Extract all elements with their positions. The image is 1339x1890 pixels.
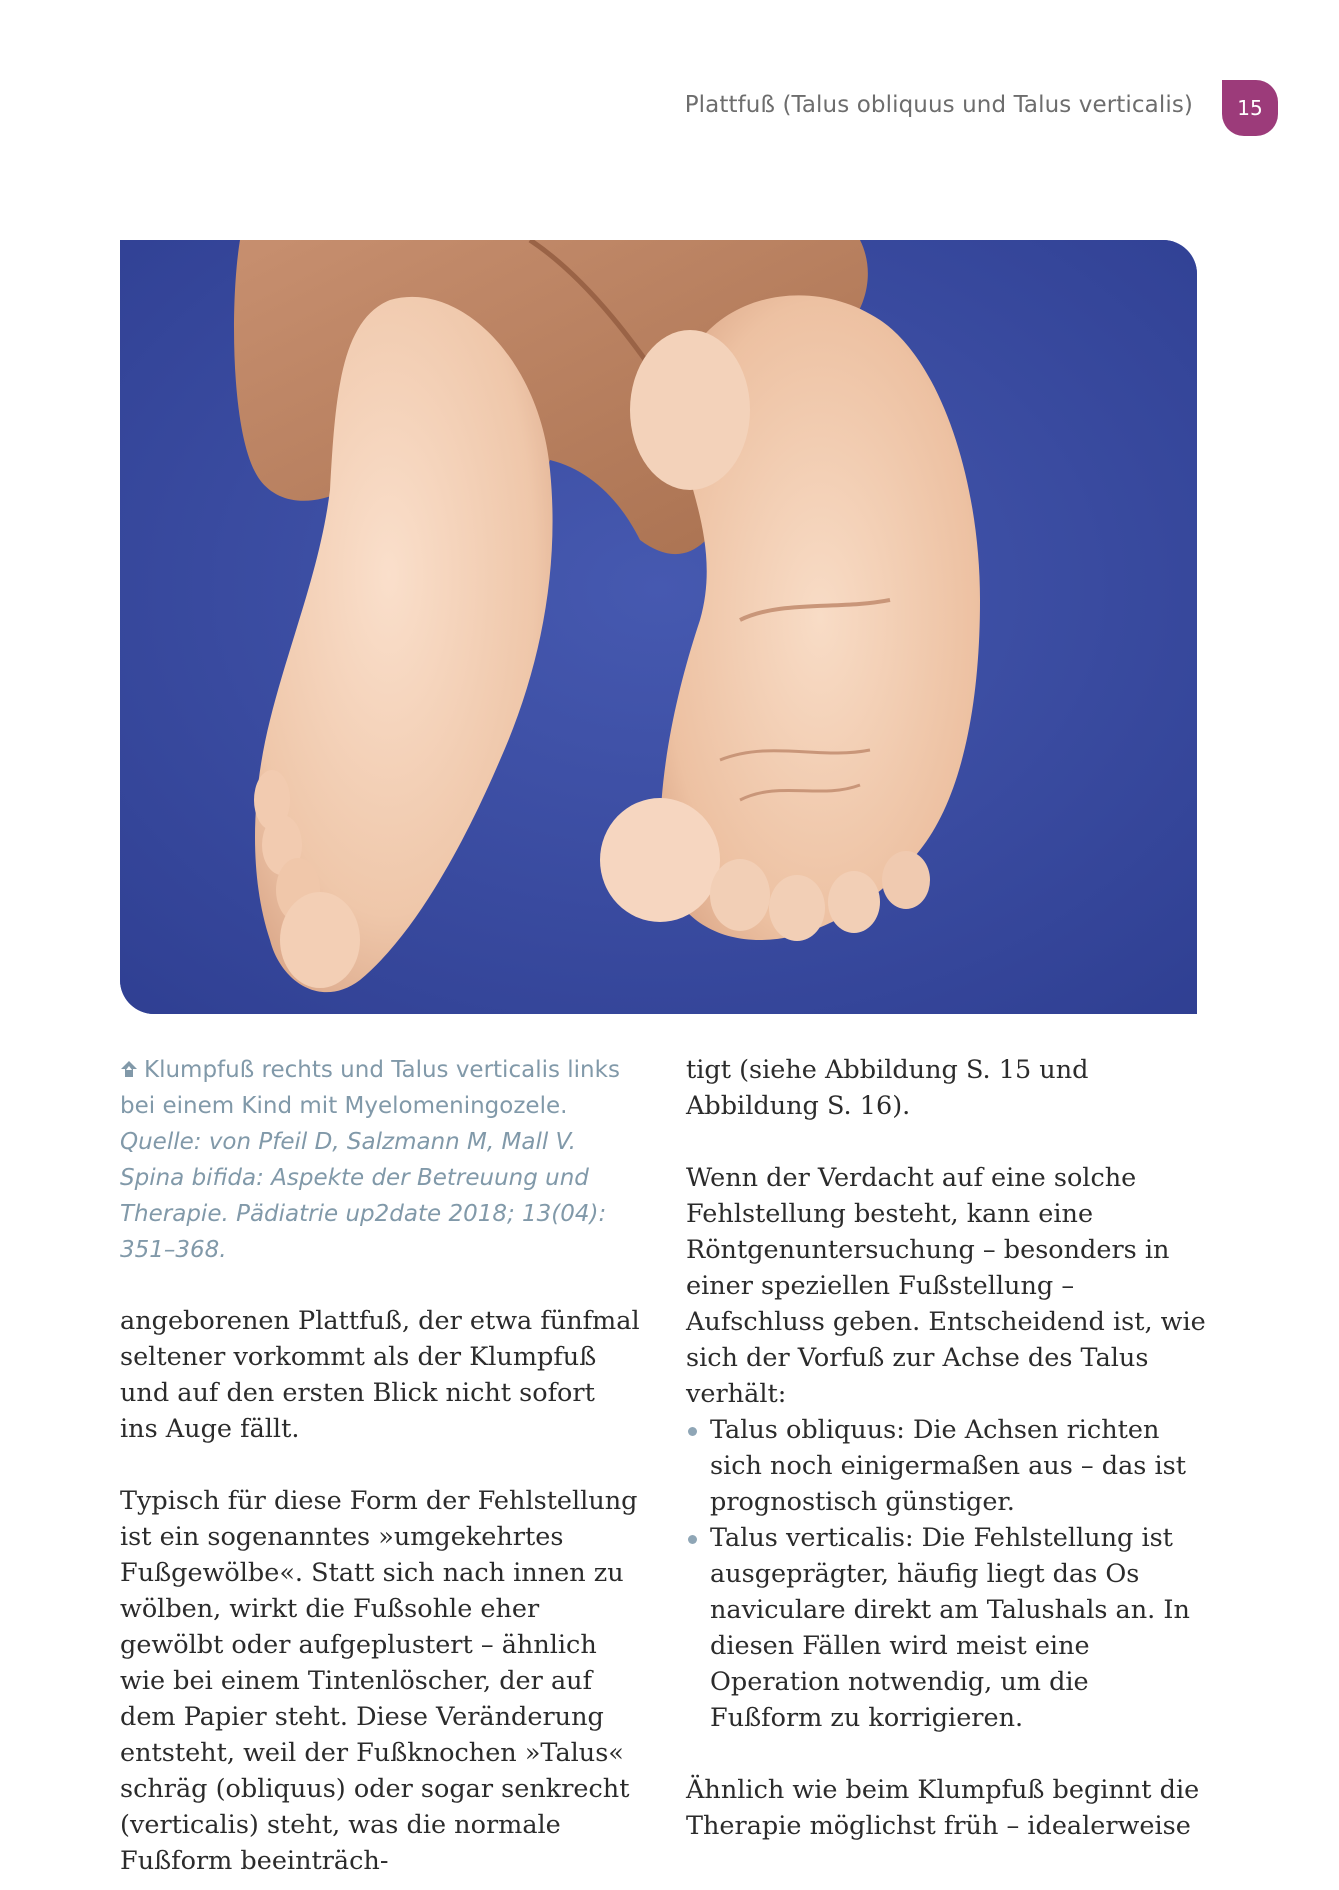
- left-column: [120, 1303, 640, 1879]
- figure-caption: [120, 1052, 640, 1268]
- running-title: Plattfuß (Talus obliquus und Talus verticalis): [684, 92, 1193, 118]
- talus-bullet-list: [686, 1412, 1206, 1736]
- right-column: [686, 1052, 1206, 1844]
- bullet-talus-obliquus: Talus obliquus: Die Achsen richten sich noch einigermaßen aus – das ist prognostisch günstiger.: [686, 1412, 1206, 1520]
- right-paragraph-3: Ähnlich wie beim Klumpfuß beginnt die Therapie möglichst früh – idealerweise: [686, 1775, 1200, 1841]
- feet-photo: [120, 240, 1197, 1014]
- feet-illustration: [120, 240, 1197, 1014]
- page-number-badge: 15: [1222, 80, 1278, 136]
- caption-text: Klumpfuß rechts und Talus verticalis links bei einem Kind mit Myelomeningozele.: [120, 1057, 620, 1119]
- caption-source: Quelle: von Pfeil D, Salzmann M, Mall V. Spina bifida: Aspekte der Betreuung und Therapie. Pädiatrie up2date 2018; 13(04): 351–368.: [120, 1129, 607, 1263]
- left-paragraph-1: angeborenen Plattfuß, der etwa fünfmal seltener vorkommt als der Klumpfuß und auf den ersten Blick nicht sofort ins Auge fällt.: [120, 1306, 640, 1444]
- right-paragraph-1: tigt (siehe Abbildung S. 15 und Abbildung S. 16).: [686, 1055, 1089, 1121]
- left-paragraph-2: Typisch für diese Form der Fehlstellung ist ein sogenanntes »umgekehrtes Fußgewölbe«. Statt sich nach innen zu wölben, wirkt die Fußsohle eher gewölbt oder aufgeplustert – ähnlich wie bei einem Tintenlöscher, der auf dem Papier steht. Diese Veränderung entsteht, weil der Fußknochen »Talus« schräg (obliquus) oder sogar senkrecht (verticalis) steht, was die normale Fußform beeinträch-: [120, 1486, 638, 1876]
- bullet-talus-verticalis: Talus verticalis: Die Fehlstellung ist ausgeprägter, häufig liegt das Os naviculare direkt am Talushals an. In diesen Fällen wird meist eine Operation notwendig, um die Fußform zu korrigieren.: [686, 1520, 1206, 1736]
- right-paragraph-2: Wenn der Verdacht auf eine solche Fehlstellung besteht, kann eine Röntgenuntersuchung – besonders in einer speziellen Fußstellung – Aufschluss geben. Entscheidend ist, wie sich der Vorfuß zur Achse des Talus verhält:: [686, 1163, 1206, 1409]
- arrow-up-icon: [120, 1060, 138, 1078]
